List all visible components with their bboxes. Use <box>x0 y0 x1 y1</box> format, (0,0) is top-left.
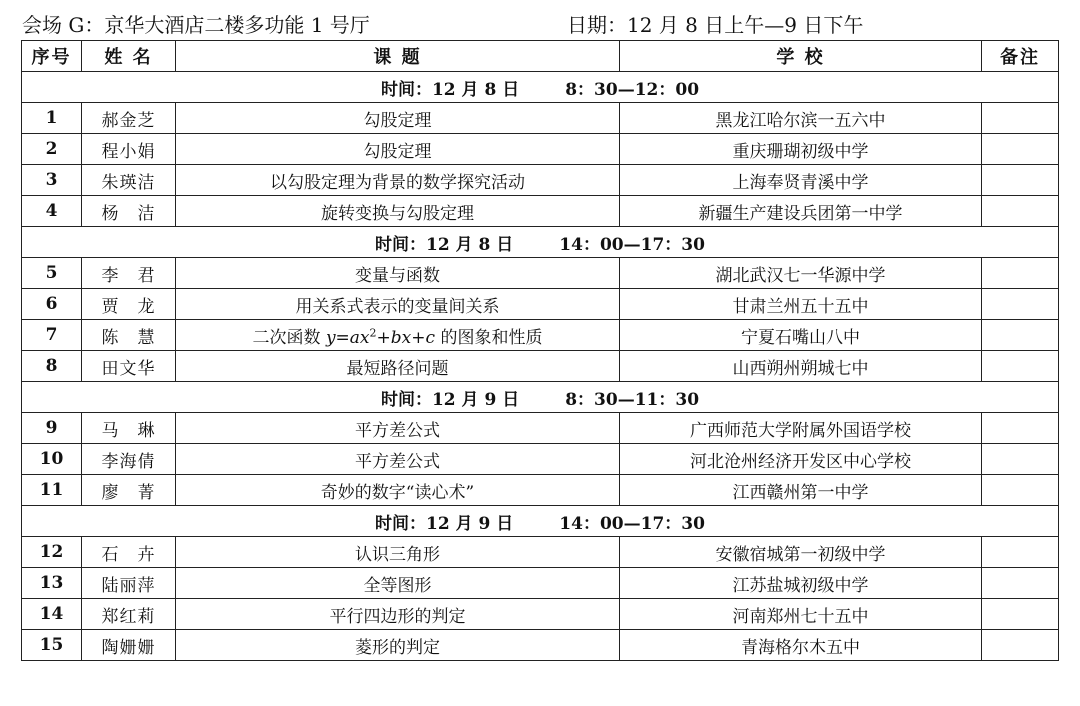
cell-topic: 认识三角形 <box>176 537 620 568</box>
session-time-range: 8：30—12：00 <box>565 79 700 100</box>
cell-school: 安徽宿城第一初级中学 <box>620 537 982 568</box>
session-label: 时间：12 月 9 日 <box>380 389 520 410</box>
cell-no: 7 <box>22 320 82 351</box>
cell-topic: 平方差公式 <box>176 444 620 475</box>
cell-name: 陈 慧 <box>82 320 176 351</box>
table-row <box>22 289 1059 320</box>
cell-remark <box>982 413 1059 444</box>
cell-remark <box>982 258 1059 289</box>
schedule-body <box>22 72 1059 661</box>
cell-no: 5 <box>22 258 82 289</box>
cell-remark <box>982 568 1059 599</box>
table-row <box>22 196 1059 227</box>
cell-topic: 菱形的判定 <box>176 630 620 661</box>
cell-remark <box>982 444 1059 475</box>
page-header <box>22 11 1062 39</box>
cell-school: 黑龙江哈尔滨一五六中 <box>620 103 982 134</box>
cell-topic: 奇妙的数字“读心术” <box>176 475 620 506</box>
cell-name: 郑红莉 <box>82 599 176 630</box>
session-row <box>22 227 1059 258</box>
cell-topic <box>176 320 620 351</box>
cell-school: 江苏盐城初级中学 <box>620 568 982 599</box>
col-header-school: 学 校 <box>620 41 982 72</box>
table-row <box>22 165 1059 196</box>
cell-name: 马 琳 <box>82 413 176 444</box>
cell-topic: 最短路径问题 <box>176 351 620 382</box>
cell-topic: 勾股定理 <box>176 134 620 165</box>
table-row <box>22 103 1059 134</box>
cell-name: 廖 菁 <box>82 475 176 506</box>
session-heading <box>22 506 1059 537</box>
cell-no: 13 <box>22 568 82 599</box>
cell-topic: 用关系式表示的变量间关系 <box>176 289 620 320</box>
cell-topic: 全等图形 <box>176 568 620 599</box>
cell-no: 11 <box>22 475 82 506</box>
cell-name: 石 卉 <box>82 537 176 568</box>
session-time-range: 14：00—17：30 <box>559 234 705 255</box>
cell-topic: 以勾股定理为背景的数学探究活动 <box>176 165 620 196</box>
cell-no: 10 <box>22 444 82 475</box>
cell-name: 程小娟 <box>82 134 176 165</box>
cell-name: 朱瑛洁 <box>82 165 176 196</box>
cell-no: 8 <box>22 351 82 382</box>
session-heading <box>22 227 1059 258</box>
schedule-table <box>21 40 1059 661</box>
cell-remark <box>982 134 1059 165</box>
table-row <box>22 320 1059 351</box>
cell-remark <box>982 599 1059 630</box>
topic-suffix: 的图象和性质 <box>435 327 543 348</box>
table-row <box>22 351 1059 382</box>
cell-remark <box>982 196 1059 227</box>
cell-name: 郝金芝 <box>82 103 176 134</box>
cell-remark <box>982 475 1059 506</box>
cell-school: 广西师范大学附属外国语学校 <box>620 413 982 444</box>
table-row <box>22 258 1059 289</box>
cell-school: 新疆生产建设兵团第一中学 <box>620 196 982 227</box>
table-row <box>22 568 1059 599</box>
session-heading <box>22 382 1059 413</box>
table-row <box>22 537 1059 568</box>
cell-remark <box>982 630 1059 661</box>
cell-remark <box>982 165 1059 196</box>
table-header-row <box>22 41 1059 72</box>
session-heading <box>22 72 1059 103</box>
cell-no: 9 <box>22 413 82 444</box>
cell-name: 陆丽萍 <box>82 568 176 599</box>
cell-school: 宁夏石嘴山八中 <box>620 320 982 351</box>
session-row <box>22 506 1059 537</box>
table-row <box>22 630 1059 661</box>
cell-name: 李 君 <box>82 258 176 289</box>
cell-topic: 勾股定理 <box>176 103 620 134</box>
cell-school: 上海奉贤青溪中学 <box>620 165 982 196</box>
venue-title: 会场 G：京华大酒店二楼多功能 1 号厅 <box>22 13 370 37</box>
table-row <box>22 413 1059 444</box>
session-time-range: 14：00—17：30 <box>559 513 705 534</box>
cell-no: 6 <box>22 289 82 320</box>
cell-school: 青海格尔木五中 <box>620 630 982 661</box>
cell-school: 甘肃兰州五十五中 <box>620 289 982 320</box>
session-label: 时间：12 月 9 日 <box>375 513 514 534</box>
cell-school: 山西朔州朔城七中 <box>620 351 982 382</box>
session-time-range: 8：30—11：30 <box>565 389 700 410</box>
table-row <box>22 134 1059 165</box>
cell-topic: 平行四边形的判定 <box>176 599 620 630</box>
session-label: 时间：12 月 8 日 <box>380 79 520 100</box>
cell-school: 河南郑州七十五中 <box>620 599 982 630</box>
cell-school: 江西赣州第一中学 <box>620 475 982 506</box>
cell-name: 贾 龙 <box>82 289 176 320</box>
table-row <box>22 475 1059 506</box>
cell-remark <box>982 351 1059 382</box>
table-row <box>22 444 1059 475</box>
col-header-topic: 课 题 <box>176 41 620 72</box>
cell-topic: 变量与函数 <box>176 258 620 289</box>
col-header-remark: 备注 <box>982 41 1059 72</box>
cell-name: 陶姗姗 <box>82 630 176 661</box>
cell-school: 重庆珊瑚初级中学 <box>620 134 982 165</box>
cell-school: 湖北武汉七一华源中学 <box>620 258 982 289</box>
cell-name: 李海倩 <box>82 444 176 475</box>
cell-school: 河北沧州经济开发区中心学校 <box>620 444 982 475</box>
cell-remark <box>982 103 1059 134</box>
cell-remark <box>982 320 1059 351</box>
cell-no: 15 <box>22 630 82 661</box>
col-header-name: 姓 名 <box>82 41 176 72</box>
date-range: 日期：12 月 8 日上午—9 日下午 <box>567 13 864 37</box>
topic-prefix: 二次函数 <box>252 327 326 348</box>
cell-no: 1 <box>22 103 82 134</box>
cell-name: 田文华 <box>82 351 176 382</box>
cell-no: 14 <box>22 599 82 630</box>
session-label: 时间：12 月 8 日 <box>375 234 514 255</box>
cell-no: 4 <box>22 196 82 227</box>
cell-topic: 平方差公式 <box>176 413 620 444</box>
quadratic-formula: $y=ax^2+bx+c$ <box>325 325 436 348</box>
cell-no: 12 <box>22 537 82 568</box>
session-row <box>22 72 1059 103</box>
cell-name: 杨 洁 <box>82 196 176 227</box>
cell-topic: 旋转变换与勾股定理 <box>176 196 620 227</box>
cell-no: 3 <box>22 165 82 196</box>
cell-remark <box>982 289 1059 320</box>
cell-remark <box>982 537 1059 568</box>
session-row <box>22 382 1059 413</box>
col-header-no: 序号 <box>22 41 82 72</box>
cell-no: 2 <box>22 134 82 165</box>
table-row <box>22 599 1059 630</box>
